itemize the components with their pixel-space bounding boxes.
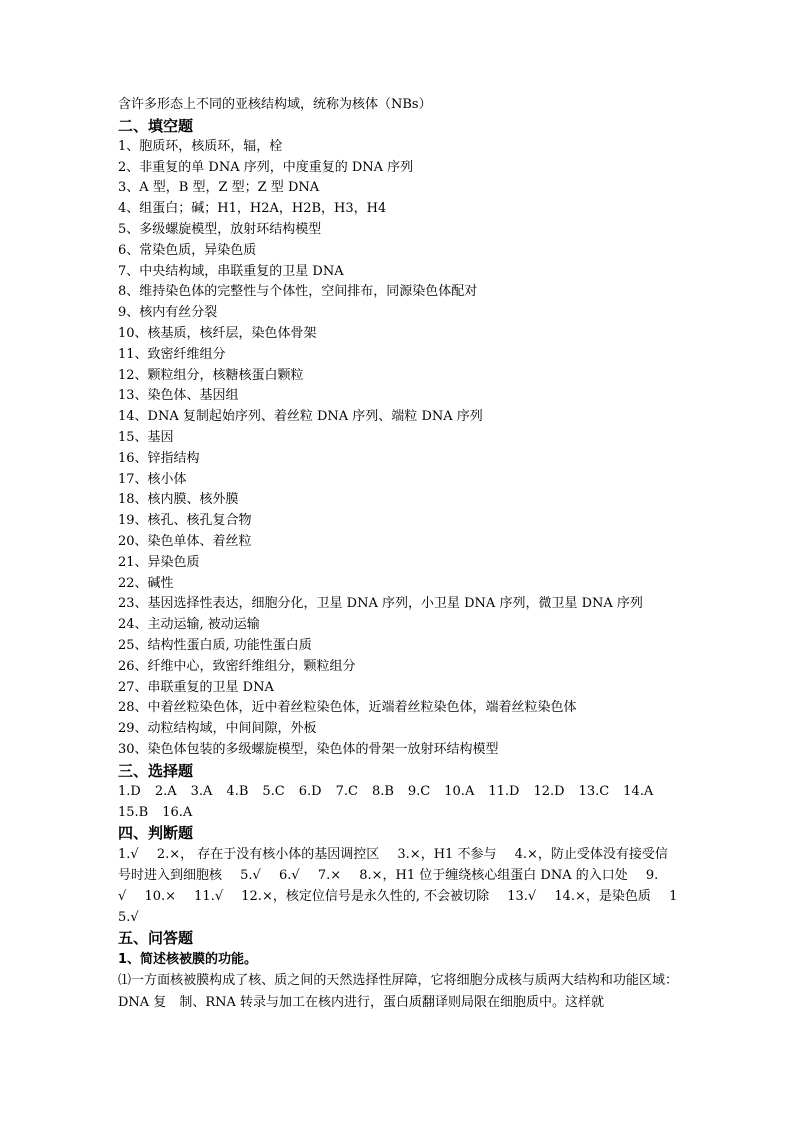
fill-answer: 21、异染色质 — [118, 554, 200, 570]
document-page — [118, 95, 678, 1014]
section-choice-title: 三、选择题 — [118, 761, 194, 780]
choice-answer: 15.B — [118, 804, 149, 820]
fill-answer: 23、基因选择性表达，细胞分化，卫星 DNA 序列，小卫星 DNA 序列，微卫星 DNA 序列 — [118, 596, 643, 612]
choice-answer: 5.C — [262, 783, 285, 799]
fill-answer: 15、基因 — [118, 429, 174, 445]
judge-answer: 15.√ — [118, 889, 678, 926]
fill-answer: 1、胞质环，核质环，辐，栓 — [118, 138, 283, 154]
fill-answer: 27、串联重复的卫星 DNA — [118, 679, 274, 695]
choice-answer: 9.C — [407, 783, 431, 799]
fill-answer: 2、非重复的单 DNA 序列，中度重复的 DNA 序列 — [118, 159, 414, 175]
fill-answer: 14、DNA 复制起始序列、着丝粒 DNA 序列、端粒 DNA 序列 — [118, 409, 483, 425]
section-judge-title: 四、判断题 — [118, 824, 194, 843]
fill-answer: 6、常染色质，异染色质 — [118, 242, 257, 258]
choice-answer: 4.B — [226, 783, 249, 799]
choice-answer: 10.A — [444, 783, 475, 799]
fill-answer: 5、多级螺旋模型，放射环结构模型 — [118, 221, 322, 237]
judge-answer: 6.√ — [278, 868, 300, 884]
choice-answer: 12.D — [533, 783, 565, 799]
fill-answer: 4、组蛋白；碱；H1，H2A，H2B，H3，H4 — [118, 201, 387, 217]
judge-answer: 8.×，H1 位于缠绕核心组蛋白 DNA 的入口处 — [359, 868, 628, 884]
fill-answer: 28、中着丝粒染色体，近中着丝粒染色体，近端着丝粒染色体，端着丝粒染色体 — [118, 700, 577, 716]
judge-answer: 13.√ — [507, 889, 537, 905]
choice-answer: 3.A — [190, 783, 213, 799]
judge-answer: 1.√ — [118, 847, 139, 863]
fill-answer: 18、核内膜、核外膜 — [118, 492, 239, 508]
question-answer-text: ⑴一方面核被膜构成了核、质之间的天然选择性屏障，它将细胞分成核与质两大结构和功能区域：DNA 复 制、RNA 转录与加工在核内进行，蛋白质翻译则局限在细胞质中。这样就 — [118, 973, 678, 1011]
fill-answer: 20、染色单体、着丝粒 — [118, 533, 252, 549]
judge-answer: 9.√ — [118, 868, 659, 905]
choice-answer: 14.A — [623, 783, 654, 799]
choice-answer: 1.D — [118, 783, 141, 799]
judge-answer: 3.×，H1 不参与 — [397, 847, 497, 863]
judge-answer: 12.×，核定位信号是永久性的, 不会被切除 — [241, 889, 490, 905]
question-title: 1、简述核被膜的功能。 — [118, 952, 258, 968]
fill-answer: 24、主动运输, 被动运输 — [118, 617, 260, 633]
fill-answer: 12、颗粒组分，核糖核蛋白颗粒 — [118, 367, 304, 383]
section-fill-blank-title: 二、填空题 — [118, 116, 194, 135]
choice-answers — [118, 782, 678, 824]
fill-answer: 17、核小体 — [118, 471, 187, 487]
fill-answer: 16、锌指结构 — [118, 450, 200, 466]
fill-answer: 10、核基质，核纤层，染色体骨架 — [118, 325, 317, 341]
choice-answer: 16.A — [162, 804, 193, 820]
fill-answer: 30、染色体包装的多级螺旋模型，染色体的骨架一放射环结构模型 — [118, 741, 499, 757]
fill-answer: 11、致密纤维组分 — [118, 346, 226, 362]
choice-answer: 13.C — [578, 783, 610, 799]
judge-answer: 5.√ — [240, 868, 261, 884]
judge-answer: 11.√ — [194, 889, 224, 905]
fill-blank-answers — [118, 137, 678, 761]
choice-answer: 7.C — [335, 783, 358, 799]
choice-answer: 8.B — [371, 783, 394, 799]
fill-answer: 29、动粒结构域，中间间隙，外板 — [118, 721, 317, 737]
fill-answer: 19、核孔、核孔复合物 — [118, 513, 252, 529]
judge-answer: 2.×， 存在于没有核小体的基因调控区 — [156, 847, 380, 863]
choice-answer: 6.D — [298, 783, 322, 799]
fill-answer: 25、结构性蛋白质, 功能性蛋白质 — [118, 637, 312, 653]
intro-line: 含许多形态上不同的亚核结构域，统称为核体（NBs） — [118, 97, 432, 112]
section-qa-title: 五、问答题 — [118, 929, 194, 948]
fill-answer: 26、纤维中心，致密纤维组分，颗粒组分 — [118, 658, 356, 674]
judge-answers — [118, 844, 678, 928]
fill-answer: 8、维持染色体的完整性与个体性，空间排布，同源染色体配对 — [118, 284, 478, 300]
judge-answer: 4.×，防止受体没有接受信号时进入到细胞核 — [118, 847, 668, 884]
fill-answer: 22、碱性 — [118, 575, 174, 591]
fill-answer: 3、A 型，B 型，Z 型；Z 型 DNA — [118, 180, 320, 196]
choice-answer: 11.D — [488, 783, 520, 799]
judge-answer: 10.× — [144, 889, 177, 905]
fill-answer: 9、核内有丝分裂 — [118, 305, 218, 321]
fill-answer: 13、染色体、基因组 — [118, 388, 239, 404]
judge-answer: 14.×，是染色质 — [554, 889, 651, 905]
fill-answer: 7、中央结构域，串联重复的卫星 DNA — [118, 263, 344, 279]
choice-answer: 2.A — [154, 783, 177, 799]
judge-answer: 7.× — [317, 868, 342, 884]
